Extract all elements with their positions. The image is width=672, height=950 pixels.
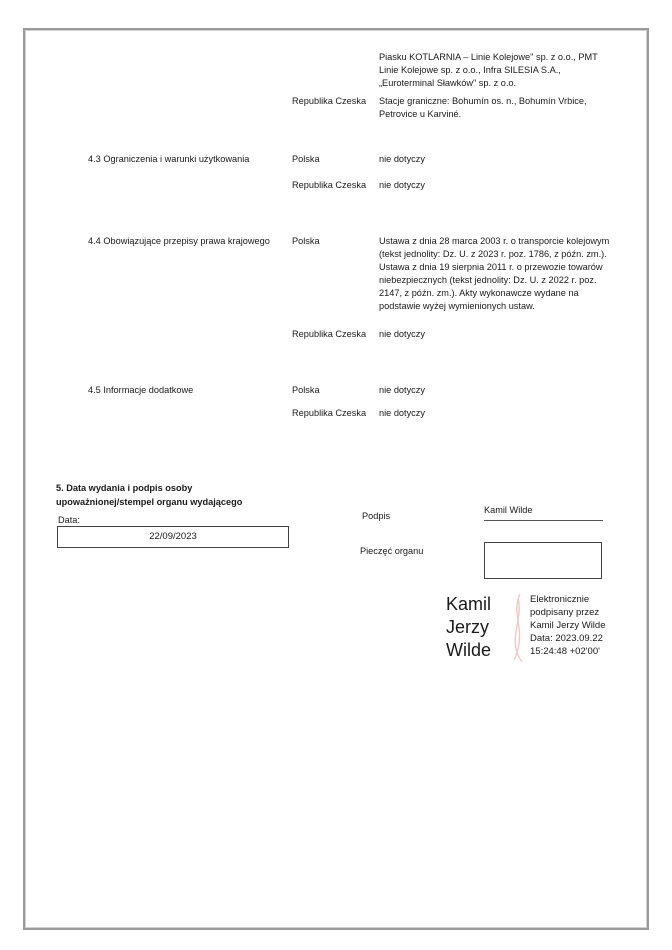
esignature-name-line3: Wilde [446, 640, 492, 660]
section-4-5-label: 4.5 Informacje dodatkowe [88, 385, 194, 395]
value-poland: nie dotyczy [379, 154, 425, 164]
country-label-poland: Polska [292, 236, 320, 246]
date-label: Data: [58, 515, 80, 525]
esignature-name-line2: Jerzy [446, 617, 490, 637]
poland-stations-continued: Piasku KOTLARNIA – Linie Kolejowe" sp. z o.o., PMT Linie Kolejowe sp. z o.o., Infra SILESIA S.A., „Euroterminal Sławków" sp. z o.o. [379, 52, 598, 88]
esignature-text-line3: Kamil Jerzy Wilde [530, 620, 606, 631]
country-label-poland: Polska [292, 154, 320, 164]
value-czech: nie dotyczy [379, 408, 425, 418]
section-5-heading-line1: 5. Data wydania i podpis osoby [56, 483, 193, 493]
esignature-text-line1: Elektronicznie [530, 594, 590, 605]
national-law-text: Ustawa z dnia 28 marca 2003 r. o transporcie kolejowym (tekst jednolity: Dz. U. z 2023 r. poz. 1786, z późn. zm.). Ustawa z dnia 19 sierpnia 2011 r. o przewozie towarów niebezpiecznych (tekst jednolity: Dz. U. z 2022 r. poz. 2147, z późn. zm.). Akty wykonawcze wydane na podstawie wyżej wymienionych ustaw. [379, 236, 610, 311]
signature-value: Kamil Wilde [484, 505, 533, 515]
country-label-czech: Republika Czeska [292, 329, 367, 339]
value-poland: nie dotyczy [379, 385, 425, 395]
country-label-czech: Republika Czeska [292, 180, 367, 190]
value-czech: nie dotyczy [379, 180, 425, 190]
section-4-3-label: 4.3 Ograniczenia i warunki użytkowania [88, 154, 250, 164]
stamp-label: Pieczęć organu [360, 546, 424, 556]
date-field: 22/09/2023 [57, 526, 289, 548]
signature-label: Podpis [362, 511, 391, 521]
country-label-czech: Republika Czeska [292, 96, 367, 106]
electronic-signature [444, 590, 624, 665]
section-4-4-label: 4.4 Obowiązujące przepisy prawa krajowego [88, 236, 270, 246]
czech-border-stations: Stacje graniczne: Bohumín os. n., Bohumín Vrbice, Petrovice u Karviné. [379, 96, 587, 119]
esignature-text-line5: 15:24:48 +02'00' [530, 646, 600, 657]
signature-line [484, 520, 603, 521]
country-label-czech: Republika Czeska [292, 408, 367, 418]
value-czech: nie dotyczy [379, 329, 425, 339]
section-5-heading-line2: upoważnionej/stempel organu wydającego [56, 497, 243, 507]
country-label-poland: Polska [292, 385, 320, 395]
esignature-text-line4: Data: 2023.09.22 [530, 633, 603, 644]
stamp-box [484, 542, 602, 579]
esignature-name-line1: Kamil [446, 594, 492, 614]
esignature-text-line2: podpisany przez [530, 607, 600, 618]
